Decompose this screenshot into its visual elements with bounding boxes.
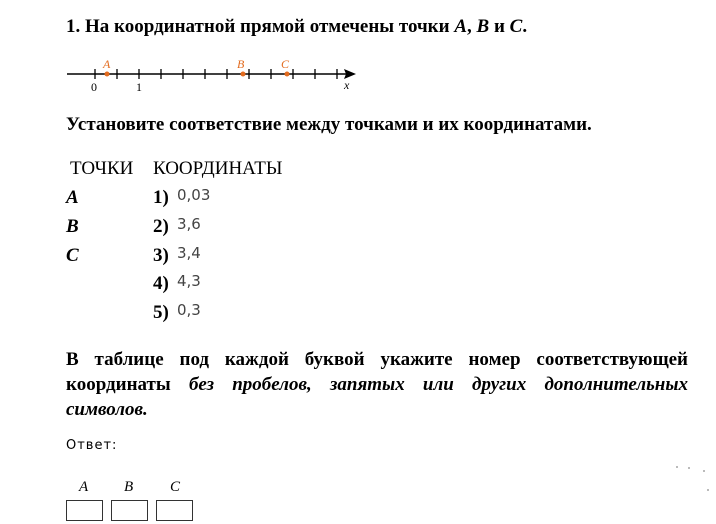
scan-speck xyxy=(707,489,709,491)
point-a-dot xyxy=(105,72,110,77)
answer-header-b: B xyxy=(124,479,134,495)
option-2-number: 2) xyxy=(153,216,169,237)
title-point-b: B xyxy=(476,16,490,37)
tick-label-0: 0 xyxy=(91,80,97,94)
task-italic-text: без пробелов, запятых или других дополнительных символов. xyxy=(66,374,688,420)
point-c-dot xyxy=(285,72,290,77)
point-label-c: C xyxy=(66,245,79,266)
answer-box-c[interactable] xyxy=(156,500,193,521)
point-label-a: A xyxy=(66,187,79,208)
title-joiner: и xyxy=(493,16,505,37)
option-1-value: 0,03 xyxy=(177,186,211,204)
number-line xyxy=(62,56,362,96)
option-5-value: 0,3 xyxy=(177,301,201,319)
option-5-number: 5) xyxy=(153,302,169,323)
point-label-b: B xyxy=(66,216,79,237)
column-header-coords: КООРДИНАТЫ xyxy=(153,158,283,179)
answer-box-b[interactable] xyxy=(111,500,148,521)
column-header-points: ТОЧКИ xyxy=(70,158,134,179)
title-point-a: A xyxy=(454,16,468,37)
option-4-value: 4,3 xyxy=(177,272,201,290)
task-instruction xyxy=(66,347,688,422)
scan-speck xyxy=(688,467,690,469)
answer-header-a: A xyxy=(79,479,89,495)
scan-speck xyxy=(703,470,705,472)
option-3-value: 3,4 xyxy=(177,244,201,262)
point-a-label: A xyxy=(103,57,111,71)
option-2-value: 3,6 xyxy=(177,215,201,233)
answer-label: Ответ: xyxy=(66,438,118,453)
answer-header-c: C xyxy=(170,479,181,495)
axis-label-x: x xyxy=(344,78,350,92)
instruction-text: Установите соответствие между точками и их координатами. xyxy=(66,114,592,135)
scan-speck xyxy=(676,466,678,468)
option-3-number: 3) xyxy=(153,245,169,266)
tick-label-1: 1 xyxy=(136,80,142,94)
point-b-label: B xyxy=(237,57,245,71)
title-point-c: C xyxy=(509,16,523,37)
option-4-number: 4) xyxy=(153,273,169,294)
problem-number: 1. xyxy=(66,16,81,37)
option-1-number: 1) xyxy=(153,187,169,208)
task-plain-text: В таблице под каждой буквой укажите номер соответствующей координаты xyxy=(66,349,688,395)
point-c-label: C xyxy=(281,57,290,71)
problem-title: 1. На координатной прямой отмечены точки A, B и C. xyxy=(66,16,528,37)
problem-title-text: На координатной прямой отмечены точки xyxy=(85,16,450,37)
answer-box-a[interactable] xyxy=(66,500,103,521)
point-b-dot xyxy=(241,72,246,77)
